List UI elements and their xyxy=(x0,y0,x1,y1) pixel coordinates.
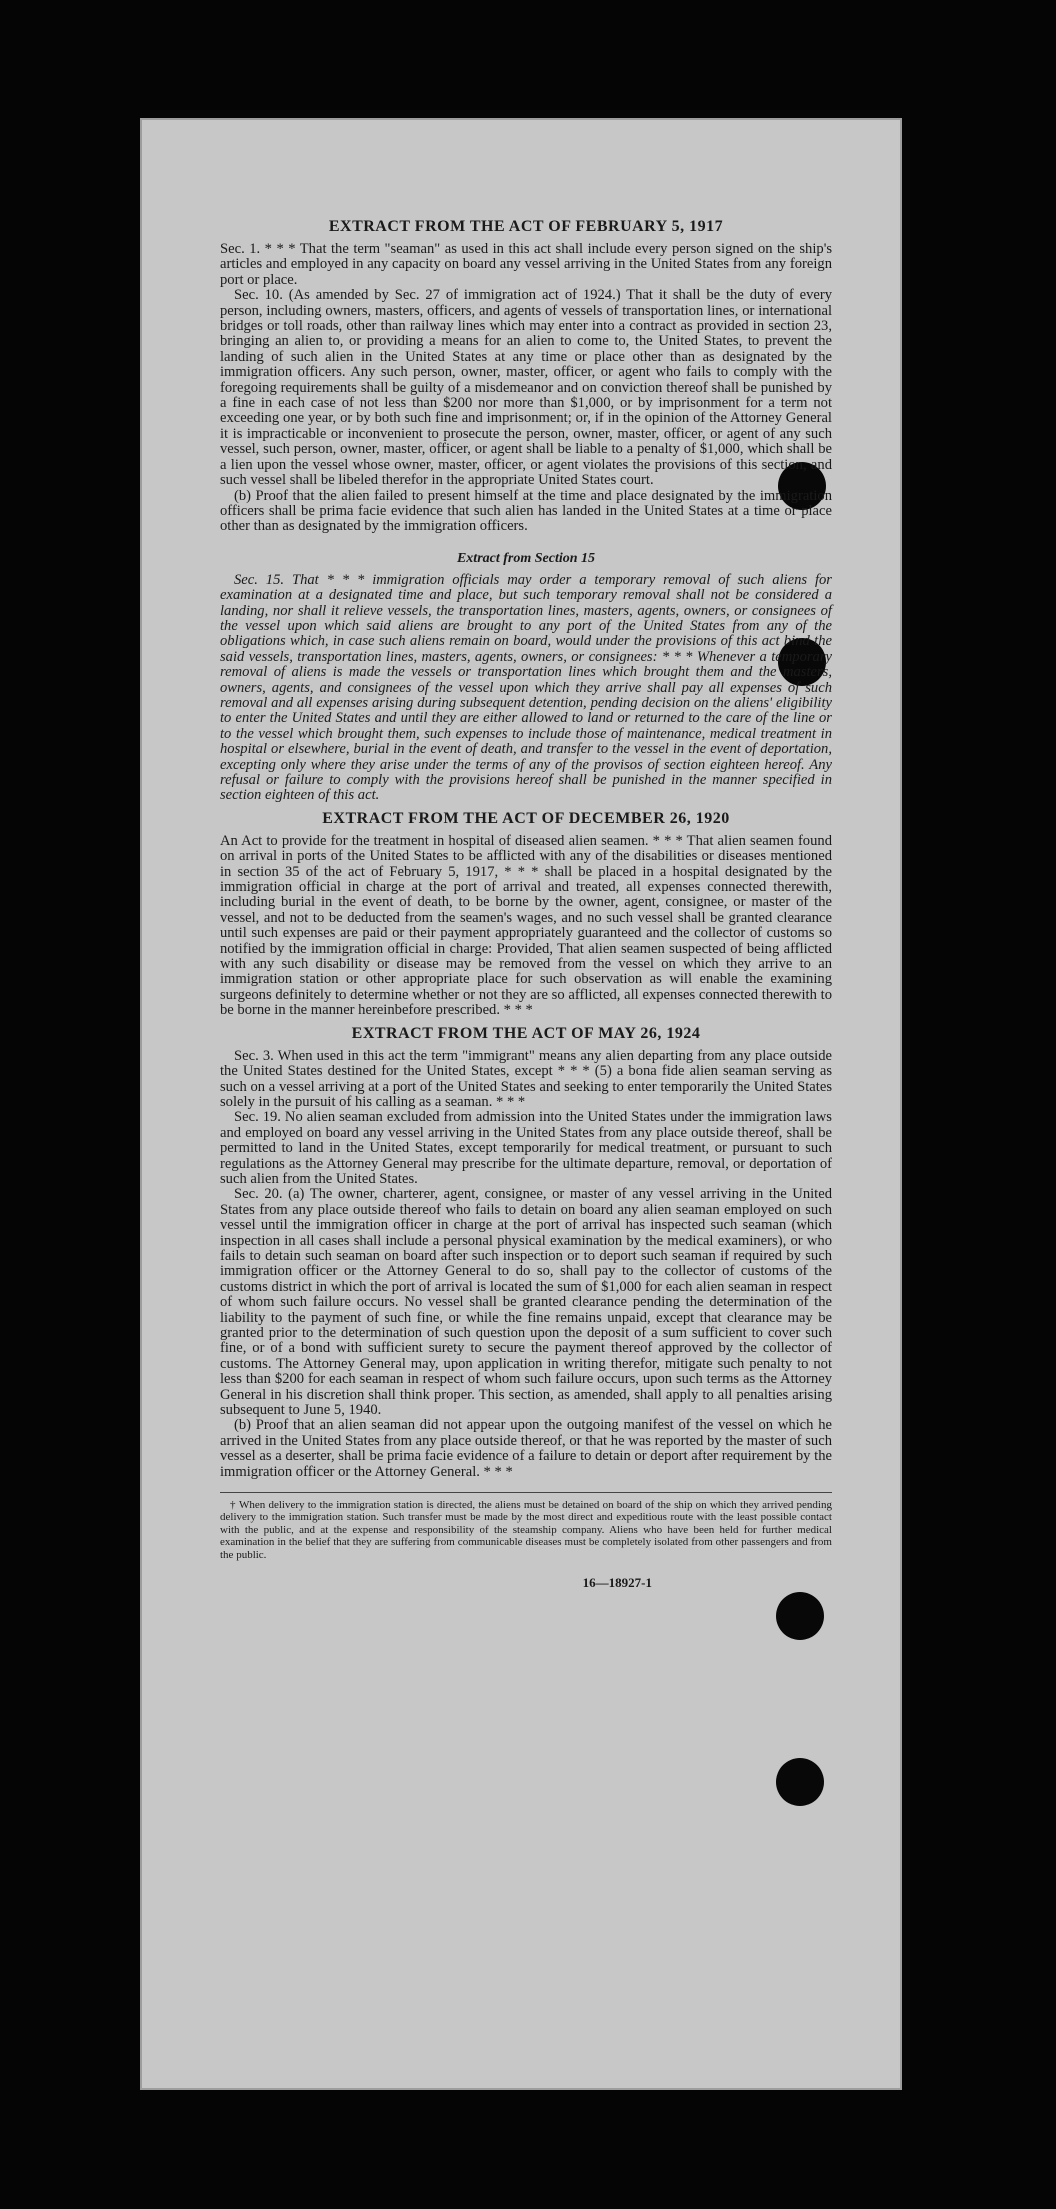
footnote: † When delivery to the immigration station is directed, the aliens must be detained on board of the ship on which they arrived pending delivery to the immigration station. Such transfer must be made by the most direct and expeditious route with the least possible contact with the public, and at the expense and responsibility of the steamship company. Aliens who have been held for further medical examination in the belief that they are suffering from communicable diseases must be completely isolated from other passengers and from the public. xyxy=(220,1492,832,1561)
paragraph: Sec. 19. No alien seaman excluded from admission into the United States under the immigration laws and employed on board any vessel arriving in the United States from any place outside thereof, shall be permitted to land in the United States, except temporarily for medical treatment, or pursuant to such regulations as the Attorney General may prescribe for the ultimate departure, removal, or deportation of such alien from the United States. xyxy=(220,1109,832,1187)
paragraph: Sec. 10. (As amended by Sec. 27 of immigration act of 1924.) That it shall be the duty of every person, including owners, masters, officers, and agents of vessels of transportation lines, or international bridges or toll roads, other than railway lines which may enter into a contract as provided in section 23, bringing an alien to, or providing a means for an alien to come to, the United States, to prevent the landing of such alien in the United States at any time or place other than as designated by the immigration officers. Any such person, owner, master, officer, or agent who fails to comply with the foregoing requirements shall be guilty of a misdemeanor and on conviction thereof shall be punished by a fine in each case of not less than $200 nor more than $1,000, or by imprisonment for a term not exceeding one year, or by both such fine and imprisonment; or, if in the opinion of the Attorney General it is impracticable or inconvenient to prosecute the person, owner, master, officer, or agent of any such vessel, such person, owner, master, officer, or agent shall be liable to a penalty of $1,000, which shall be a lien upon the vessel whose owner, master, officer, or agent violates the provisions of this section, and such vessel shall be libeled therefor in the appropriate United States court. xyxy=(220,287,832,489)
paragraph: Sec. 15. That * * * immigration officials may order a temporary removal of such aliens for examination at a designated time and place, but such temporary removal shall not be considered a landing, nor shall it relieve vessels, the transportation lines, masters, agents, owners, or consignees of the vessel upon which said aliens are brought to any port of the United States from any of the obligations which, in case such aliens remain on board, would under the provisions of this act bind the said vessels, transportation lines, masters, agents, owners, or consignees: * * * Whenever a temporary removal of aliens is made the vessels or transportation lines which brought them and the masters, owners, agents, and consignees of the vessel upon which they arrive shall pay all expenses of such removal and all expenses arising during subsequent detention, pending decision on the aliens' eligibility to enter the United States and until they are either allowed to land or returned to the care of the line or to the vessel which brought them, such expenses to include those of maintenance, medical treatment in hospital or elsewhere, burial in the event of death, and transfer to the vessel in the event of deportation, excepting only where they arise under the terms of any of the provisos of section eighteen hereof. Any refusal or failure to comply with the provisions hereof shall be punished in the manner specified in section eighteen of this act. xyxy=(220,571,832,804)
section-subheading: Extract from Section 15 xyxy=(456,550,596,566)
punch-hole xyxy=(776,1592,824,1640)
paragraph: Sec. 1. * * * That the term "seaman" as used in this act shall include every person signed on the ship's articles and employed in any capacity on board any vessel arriving in the United States from any foreign port or place. xyxy=(220,241,832,288)
paragraph: (b) Proof that an alien seaman did not appear upon the outgoing manifest of the vessel on which he arrived in the United States from any place outside thereof, or that he was reported by the master of such vessel as a deserter, shall be prima facie evidence of a failure to detain or deport after requirement by the immigration officer or the Attorney General. * * * xyxy=(220,1417,832,1480)
form-number: 16—18927-1 xyxy=(582,1575,652,1591)
section-heading: EXTRACT FROM THE ACT OF FEBRUARY 5, 1917 xyxy=(328,218,724,235)
punch-hole xyxy=(776,1758,824,1806)
document-page xyxy=(140,118,902,2090)
section-heading: EXTRACT FROM THE ACT OF DECEMBER 26, 1920 xyxy=(322,809,730,827)
section-heading: EXTRACT FROM THE ACT OF MAY 26, 1924 xyxy=(351,1024,701,1042)
paragraph: Sec. 20. (a) The owner, charterer, agent, consignee, or master of any vessel arriving in the United States from any place outside thereof who fails to detain on board any alien seaman employed on such vessel until the immigration officer in charge at the port of arrival has inspected such seaman (which inspection in all cases shall include a personal physical examination by the medical examiners), or who fails to detain such seaman on board after such inspection or to deport such seaman if required by such immigration officer or the Attorney General to do so, shall pay to the collector of customs of the customs district in which the port of arrival is located the sum of $1,000 for each alien seaman in respect of whom such failure occurs. No vessel shall be granted clearance pending the determination of the liability to the payment of such fine, or while the fine remains unpaid, except that clearance may be granted prior to the determination of such question upon the deposit of a sum sufficient to cover such fine, or of a bond with sufficient surety to secure the payment thereof approved by the collector of customs. The Attorney General may, upon application in writing therefor, mitigate such penalty to not less than $200 for each seaman in respect of whom such failure occurs, upon such terms as the Attorney General in his discretion shall think proper. This section, as amended, shall apply to all penalties arising subsequent to June 5, 1940. xyxy=(220,1186,832,1419)
paragraph: An Act to provide for the treatment in hospital of diseased alien seamen. * * * That alien seamen found on arrival in ports of the United States to be afflicted with any of the disabilities or diseases mentioned in section 35 of the act of February 5, 1917, * * * shall be placed in a hospital designated by the immigration official in charge at the port of arrival and treated, all expenses connected therewith, including burial in the event of death, to be borne by the owner, agent, consignee, or master of the vessel, and not to be deducted from the seamen's wages, and no such vessel shall be granted clearance until such expenses are paid or their payment appropriately guaranteed and the collector of customs so notified by the immigration official in charge: Provided, That alien seamen suspected of being afflicted with any such disability or disease may be removed from the vessel on which they arrive to an immigration station or other appropriate place for such observation as will enable the examining surgeons definitely to determine whether or not they are so afflicted, all expenses connected therewith to be borne in the manner hereinbefore prescribed. * * * xyxy=(220,832,832,1019)
paragraph: Sec. 3. When used in this act the term "immigrant" means any alien departing from any place outside the United States destined for the United States, except * * * (5) a bona fide alien seaman serving as such on a vessel arriving at a port of the United States and seeking to enter temporarily the United States solely in the pursuit of his calling as a seaman. * * * xyxy=(220,1047,832,1110)
document-body xyxy=(220,218,832,1591)
paragraph: (b) Proof that the alien failed to present himself at the time and place designated by the immigration officers shall be prima facie evidence that such alien has landed in the United States at a time or place other than as designated by the immigration officers. xyxy=(220,487,832,535)
